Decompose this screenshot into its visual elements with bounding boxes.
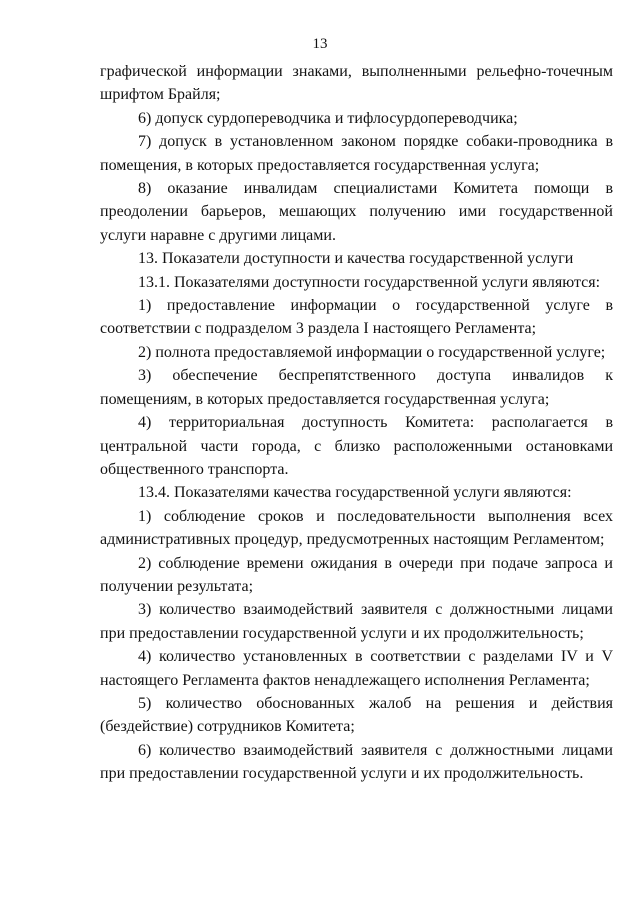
document-body (100, 60, 613, 786)
quality-item-1: 1) соблюдение сроков и последовательности выполнения всех административных процедур, предусмотренных настоящим Регламентом; (100, 507, 613, 549)
page-number: 13 (312, 36, 328, 52)
quality-item-2: 2) соблюдение времени ожидания в очереди при подаче запроса и получении результата; (100, 554, 613, 595)
section-heading-13: 13. Показатели доступности и качества государственной услуги (138, 250, 574, 268)
subsection-heading-13-1: 13.1. Показателями доступности государственной услуги являются: (138, 273, 601, 291)
access-item-4: 4) территориальная доступность Комитета: располагается в центральной части города, с близко расположенными остановками общественного транспорта. (100, 414, 613, 478)
access-item-3: 3) обеспечение беспрепятственного доступа инвалидов к помещениям, в которых предоставляется государственная услуга; (100, 367, 613, 408)
quality-item-4: 4) количество установленных в соответствии с разделами IV и V настоящего Регламента фактов ненадлежащего исполнения Регламента; (100, 648, 613, 689)
list-item-6: 6) допуск сурдопереводчика и тифлосурдопереводчика; (138, 109, 518, 127)
paragraph-continuation: графической информации знаками, выполненными рельефно-точечным шрифтом Брайля; (100, 63, 613, 104)
quality-item-3: 3) количество взаимодействий заявителя с должностными лицами при предоставлении государственной услуги и их продолжительность; (100, 601, 613, 642)
list-item-7: 7) допуск в установленном законом порядке собаки-проводника в помещения, в которых предоставляется государственная услуга; (100, 133, 613, 174)
subsection-heading-13-4: 13.4. Показателями качества государственной услуги являются: (138, 484, 572, 502)
access-item-1: 1) предоставление информации о государственной услуге в соответствии с подразделом 3 раздела I настоящего Регламента; (100, 297, 613, 338)
access-item-2: 2) полнота предоставляемой информации о государственной услуге; (138, 343, 606, 361)
quality-item-6: 6) количество взаимодействий заявителя с должностными лицами при предоставлении государственной услуги и их продолжительность. (100, 741, 613, 783)
quality-item-5: 5) количество обоснованных жалоб на решения и действия (бездействие) сотрудников Комитета; (100, 694, 613, 736)
list-item-8: 8) оказание инвалидам специалистами Комитета помощи в преодолении барьеров, мешающих получению ими государственной услуги наравне с другими лицами. (100, 180, 613, 244)
